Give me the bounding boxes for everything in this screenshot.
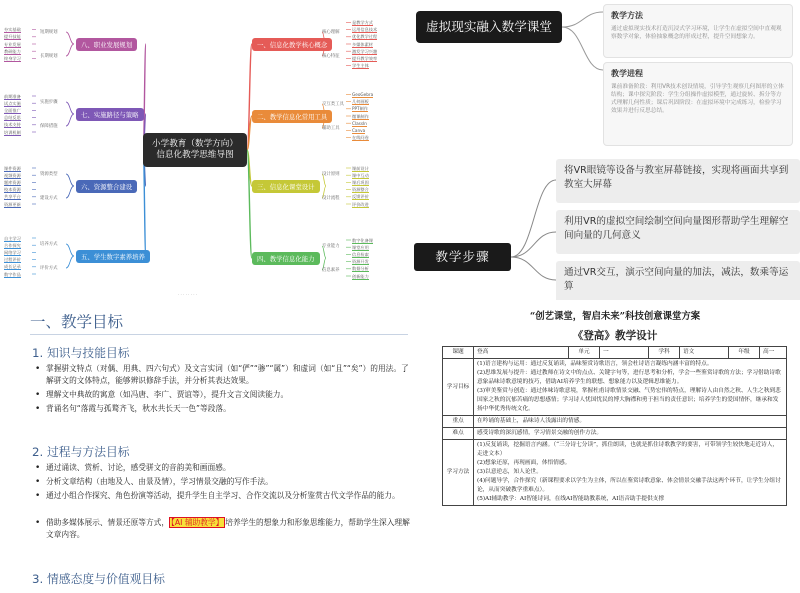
mindmap-subnode: 专业能力 xyxy=(322,244,340,249)
mindmap-leaf: 网络学习 xyxy=(4,249,21,255)
mindmap-leaf: 自主学习 xyxy=(4,235,21,241)
mindmap-leaf: 数据分析 xyxy=(352,266,369,272)
process-item-1: • 通过诵读、赏析、讨论，感受骈文的音韵美和画面感。 xyxy=(46,462,416,474)
mindmap-leaf: 视频资源 xyxy=(4,172,21,178)
mindmap-leaf: 校本资源 xyxy=(4,187,21,193)
mindmap-leaf: 前期准备 xyxy=(4,93,21,99)
cell-topic-label: 课题 xyxy=(443,347,474,359)
steps-title-node: 教学步骤 xyxy=(414,243,511,271)
cell-grade: 高一 xyxy=(760,347,787,359)
table-row xyxy=(443,347,787,359)
mindmap-branch-3: 三、信息化课堂设计 xyxy=(252,180,320,193)
mindmap-leaf: 资源开发 xyxy=(352,259,369,265)
mindmap-leaf: 学生主体 xyxy=(352,63,369,69)
mindmap-leaf: 教研能力 xyxy=(4,48,21,54)
methods-label: 学习方法 xyxy=(443,440,474,506)
method-4: (4)问题导学，合作探究（新课程要求以学生为主体，所以在鉴赏诗歌意象、体会情景交融手法这两个环节，让学生分组讨论，从而突破教学重难点）。 xyxy=(477,478,781,493)
vr-intro-panel xyxy=(408,0,800,150)
mindmap-leaf: 优化教学过程 xyxy=(352,34,378,40)
goals-label: 学习目标 xyxy=(443,359,474,416)
mindmap-leaf: ClassIn xyxy=(352,120,367,126)
mindmap-branch-2: 二、教学信息化常用工具 xyxy=(252,110,332,123)
mindmap-watermark: · · · · · · · · xyxy=(178,292,198,297)
mindmap-branch-6: 六、资源整合建设 xyxy=(76,180,137,193)
method-2: (2)想象还原，再现画面，体悟情感。 xyxy=(477,460,571,466)
lesson-table xyxy=(442,346,787,506)
method-3: (3)以意逆志，知人论世。 xyxy=(477,469,542,475)
vr-method-body: 通过虚拟现实技术打造沉浸式学习环境，让学生在虚拟空间中直观观察数学对象，体验抽象概念的形成过程，提升空间想象力。 xyxy=(611,26,782,40)
mindmap-subnode: 资源类型 xyxy=(40,172,58,177)
attitude-heading: 3. 情感态度与价值观目标 xyxy=(32,572,165,586)
table-row xyxy=(443,440,787,506)
mindmap-leaf: 激发学习兴趣 xyxy=(352,48,378,54)
mindmap-leaf: 课堂应用 xyxy=(352,244,369,250)
mindmap-panel xyxy=(0,0,408,300)
goals-cell xyxy=(474,359,787,416)
vr-process-body: 课前准备阶段：利用VR技术创设情境，引导学生观察几何图形的立体结构；课中探究阶段：学生分组操作虚拟模型，通过旋转、拆分等方式理解几何性质；课后巩固阶段：在虚拟环境中完成练习，检验学习效果并进行反思总结。 xyxy=(611,84,784,114)
step-2: 利用VR的虚拟空间绘制空间向量图形帮助学生理解空间向量的几何意义 xyxy=(556,210,800,254)
mindmap-leaf: 资源整合 xyxy=(352,187,369,193)
teaching-steps-panel xyxy=(408,150,800,300)
table-row xyxy=(443,416,787,428)
mindmap-leaf: PPT制作 xyxy=(352,106,368,112)
mindmap-subnode: 建设方式 xyxy=(40,196,58,201)
mindmap-leaf: 几何画板 xyxy=(352,99,369,105)
objectives-divider xyxy=(30,334,408,335)
mindmap-leaf: 数字化备课 xyxy=(352,237,373,243)
mindmap-center-line2: 信息化教学思维导图 xyxy=(156,150,234,160)
mindmap-leaf: 合作探究 xyxy=(4,242,21,248)
goal-1: (1)语言建构与运用：通过反复诵读，品味鉴赏诗歌语言，领会杜诗语言凝练内涵丰富的特点。 xyxy=(477,361,713,367)
mindmap-leaf: 信息检索 xyxy=(352,251,369,257)
process-item-3: • 通过小组合作探究、角色扮演等活动，提升学生自主学习、合作交流以及分析鉴赏古代文学作品的能力。 xyxy=(46,490,416,502)
step-3: 通过VR交互，演示空间向量的加法，减法，数乘等运算 xyxy=(556,261,800,300)
method-1: (1)反复诵读，挖掘语言内涵。（“三分诗七分读”，抓住朗读，也就是抓住诗歌教学的要害，可带领学生较快地走近诗人，走进文本） xyxy=(477,442,779,457)
process-item-2: • 分析文章结构（由地及人、由景及情），学习情景交融的写作手法。 xyxy=(46,476,416,488)
method-5: (5)AI辅助教学：AI智能诗词，在线AI智能助教系统，AI语音助手提供支撑 xyxy=(477,496,665,502)
goal-2: (2)思维发展与提升：通过教师在诗文中的点点、关键字句等，进行思考和分析，学会一些鉴赏诗歌的方法；学习借助诗歌意象品味诗歌意境的技巧，借助AI培养学生的联想、想象能力以及逻辑思维能力。 xyxy=(477,370,781,385)
mindmap-branch-4: 四、教学信息化能力 xyxy=(252,252,320,265)
cell-subject-label: 学科 xyxy=(649,347,680,359)
mindmap-leaf: 微课制作 xyxy=(352,113,369,119)
mindmap-leaf: 成长记录 xyxy=(4,264,21,270)
mindmap-subnode: 保障措施 xyxy=(40,124,58,129)
vr-method-heading: 教学方法 xyxy=(611,11,643,20)
cell-topic: 登高 xyxy=(474,347,569,359)
mindmap-subnode: 实施步骤 xyxy=(40,100,58,105)
mindmap-leaf: 数字作品 xyxy=(4,271,21,277)
vr-title-node: 虚拟现实融入数学课堂 xyxy=(416,11,562,43)
mindmap-leaf: 提升技能 xyxy=(4,34,21,40)
step-1: 将VR眼镜等设备与教室屏幕链接，实现将画面共享到教室大屏幕 xyxy=(556,159,800,203)
mindmap-subnode: 辅助工具 xyxy=(322,126,340,131)
mindmap-leaf: 夯实基础 xyxy=(4,27,21,33)
mindmap-subnode: 交互类工具 xyxy=(322,102,344,107)
knowledge-heading: 1. 知识与技能目标 xyxy=(32,346,130,360)
mindmap-leaf: 题库资源 xyxy=(4,179,21,185)
lesson-subheading: 《登高》教学设计 xyxy=(572,330,658,342)
mindmap-subnode: 核心理解 xyxy=(322,30,340,35)
process-item-4-post: 培养学生的想象力和形象思维能力，帮助学生深入理解文章内容。 xyxy=(46,518,410,539)
objectives-panel xyxy=(0,300,430,593)
lesson-heading: “创艺课堂，智启未来”科技创意课堂方案 xyxy=(529,311,701,322)
knowledge-item-1: • 掌握骈文特点（对偶、用典、四六句式）及文言实词（如“俨”“骖”“属”）和虚词（如“且”“矣”）的用法。了解骈文的文体特点，能够辨识修辞手法，并分析其表达效果。 xyxy=(46,363,416,387)
mindmap-subnode: 设计流程 xyxy=(322,196,340,201)
mindmap-leaf: 提升教学效率 xyxy=(352,55,378,61)
mindmap-leaf: 是教学方式 xyxy=(352,19,373,25)
difficulty-cell: 感受诗歌的深沉感情，学习情景交融的创作方法。 xyxy=(474,428,787,440)
mindmap-leaf: 全面推广 xyxy=(4,107,21,113)
mindmap-subnode: 信息素养 xyxy=(322,268,340,273)
lesson-plan-panel xyxy=(430,300,800,593)
ai-highlight: 【AI 辅助教学】 xyxy=(171,518,224,527)
table-row xyxy=(443,428,787,440)
methods-cell xyxy=(474,440,787,506)
vr-process-card xyxy=(603,62,793,146)
mindmap-branch-5: 五、学生数字素养培养 xyxy=(76,250,150,263)
knowledge-item-3: • 背诵名句“落霞与孤鹜齐飞，秋水共长天一色”等段落。 xyxy=(46,403,416,415)
mindmap-subnode: 设计原则 xyxy=(322,172,340,177)
difficulty-label: 难点 xyxy=(443,428,474,440)
mindmap-subnode: 短期规划 xyxy=(40,30,58,35)
mindmap-leaf: 在线问卷 xyxy=(352,135,369,141)
mindmap-leaf: 资源更新 xyxy=(4,201,21,207)
mindmap-leaf: 总结反思 xyxy=(4,115,21,121)
objectives-title: 一、教学目标 xyxy=(30,313,124,331)
key-cell: 在吟诵的基础上，品味诗人浅露出的情感。 xyxy=(474,416,787,428)
mindmap-leaf: GeoGebra xyxy=(352,91,374,97)
mindmap-leaf: 课件资源 xyxy=(4,165,21,171)
process-heading: 2. 过程与方法目标 xyxy=(32,445,130,459)
goal-3: (3)审美鉴赏与创造：通过体味诗歌意境，掌握杜甫诗歌情景交融、气势宏伟的特点，理解诗人由自然之秋、人生之秋到悲国家之秋的沉郁苦痛的思想感情；学习诗人忧国忧民的博大胸襟和勇于担当的责任意识；培养学生的爱国情怀，继承和发扬中华优秀传统文化。 xyxy=(477,388,781,412)
vr-process-heading: 教学进程 xyxy=(611,69,643,78)
mindmap-branch-1: 一、信息化教学核心概念 xyxy=(252,38,332,51)
mindmap-subnode: 长期规划 xyxy=(40,54,58,59)
process-item-4-pre: 借助多媒体展示、情景还原等方式， xyxy=(46,518,170,527)
process-item-4 xyxy=(46,517,416,541)
mindmap-leaf: 培训机制 xyxy=(4,129,21,135)
mindmap-leaf: 创新能力 xyxy=(352,273,369,279)
mindmap-subnode: 核心特征 xyxy=(322,54,340,59)
vr-method-card xyxy=(603,4,793,58)
mindmap-leaf: 试点实施 xyxy=(4,100,21,106)
mindmap-leaf: 反馈评价 xyxy=(352,194,369,200)
mindmap-branch-8: 八、职业发展规划 xyxy=(76,38,137,51)
mindmap-subnode: 评价方式 xyxy=(40,266,58,271)
mindmap-branch-7: 七、实施路径与策略 xyxy=(76,108,144,121)
mindmap-subnode: 培养方式 xyxy=(40,242,58,247)
mindmap-leaf: 过程评价 xyxy=(4,257,21,263)
mindmap-leaf: Canva xyxy=(352,127,366,133)
mindmap-leaf: 课后巩固 xyxy=(352,179,369,185)
mindmap-leaf: 评价改进 xyxy=(352,201,369,207)
mindmap-leaf: 终身学习 xyxy=(4,55,21,61)
cell-unit-label: 单元 xyxy=(569,347,600,359)
cell-subject: 语文 xyxy=(680,347,729,359)
mindmap-leaf: 共享平台 xyxy=(4,194,21,200)
mindmap-leaf: 课中互动 xyxy=(352,172,369,178)
mindmap-center-node xyxy=(143,133,247,167)
cell-unit: 一 xyxy=(600,347,649,359)
mindmap-center-line1: 小学教育（数学方向） xyxy=(152,139,238,149)
key-label: 重点 xyxy=(443,416,474,428)
mindmap-leaf: 多媒体素材 xyxy=(352,41,373,47)
mindmap-leaf: 技术支持 xyxy=(4,122,21,128)
mindmap-leaf: 专业发展 xyxy=(4,41,21,47)
table-row xyxy=(443,359,787,416)
cell-grade-label: 年级 xyxy=(729,347,760,359)
knowledge-item-2: • 理解文中典故的寓意（如冯唐、李广、贾谊等），提升文言文阅读能力。 xyxy=(46,389,416,401)
mindmap-leaf: 课前设计 xyxy=(352,165,369,171)
mindmap-leaf: 运用信息技术 xyxy=(352,27,378,33)
